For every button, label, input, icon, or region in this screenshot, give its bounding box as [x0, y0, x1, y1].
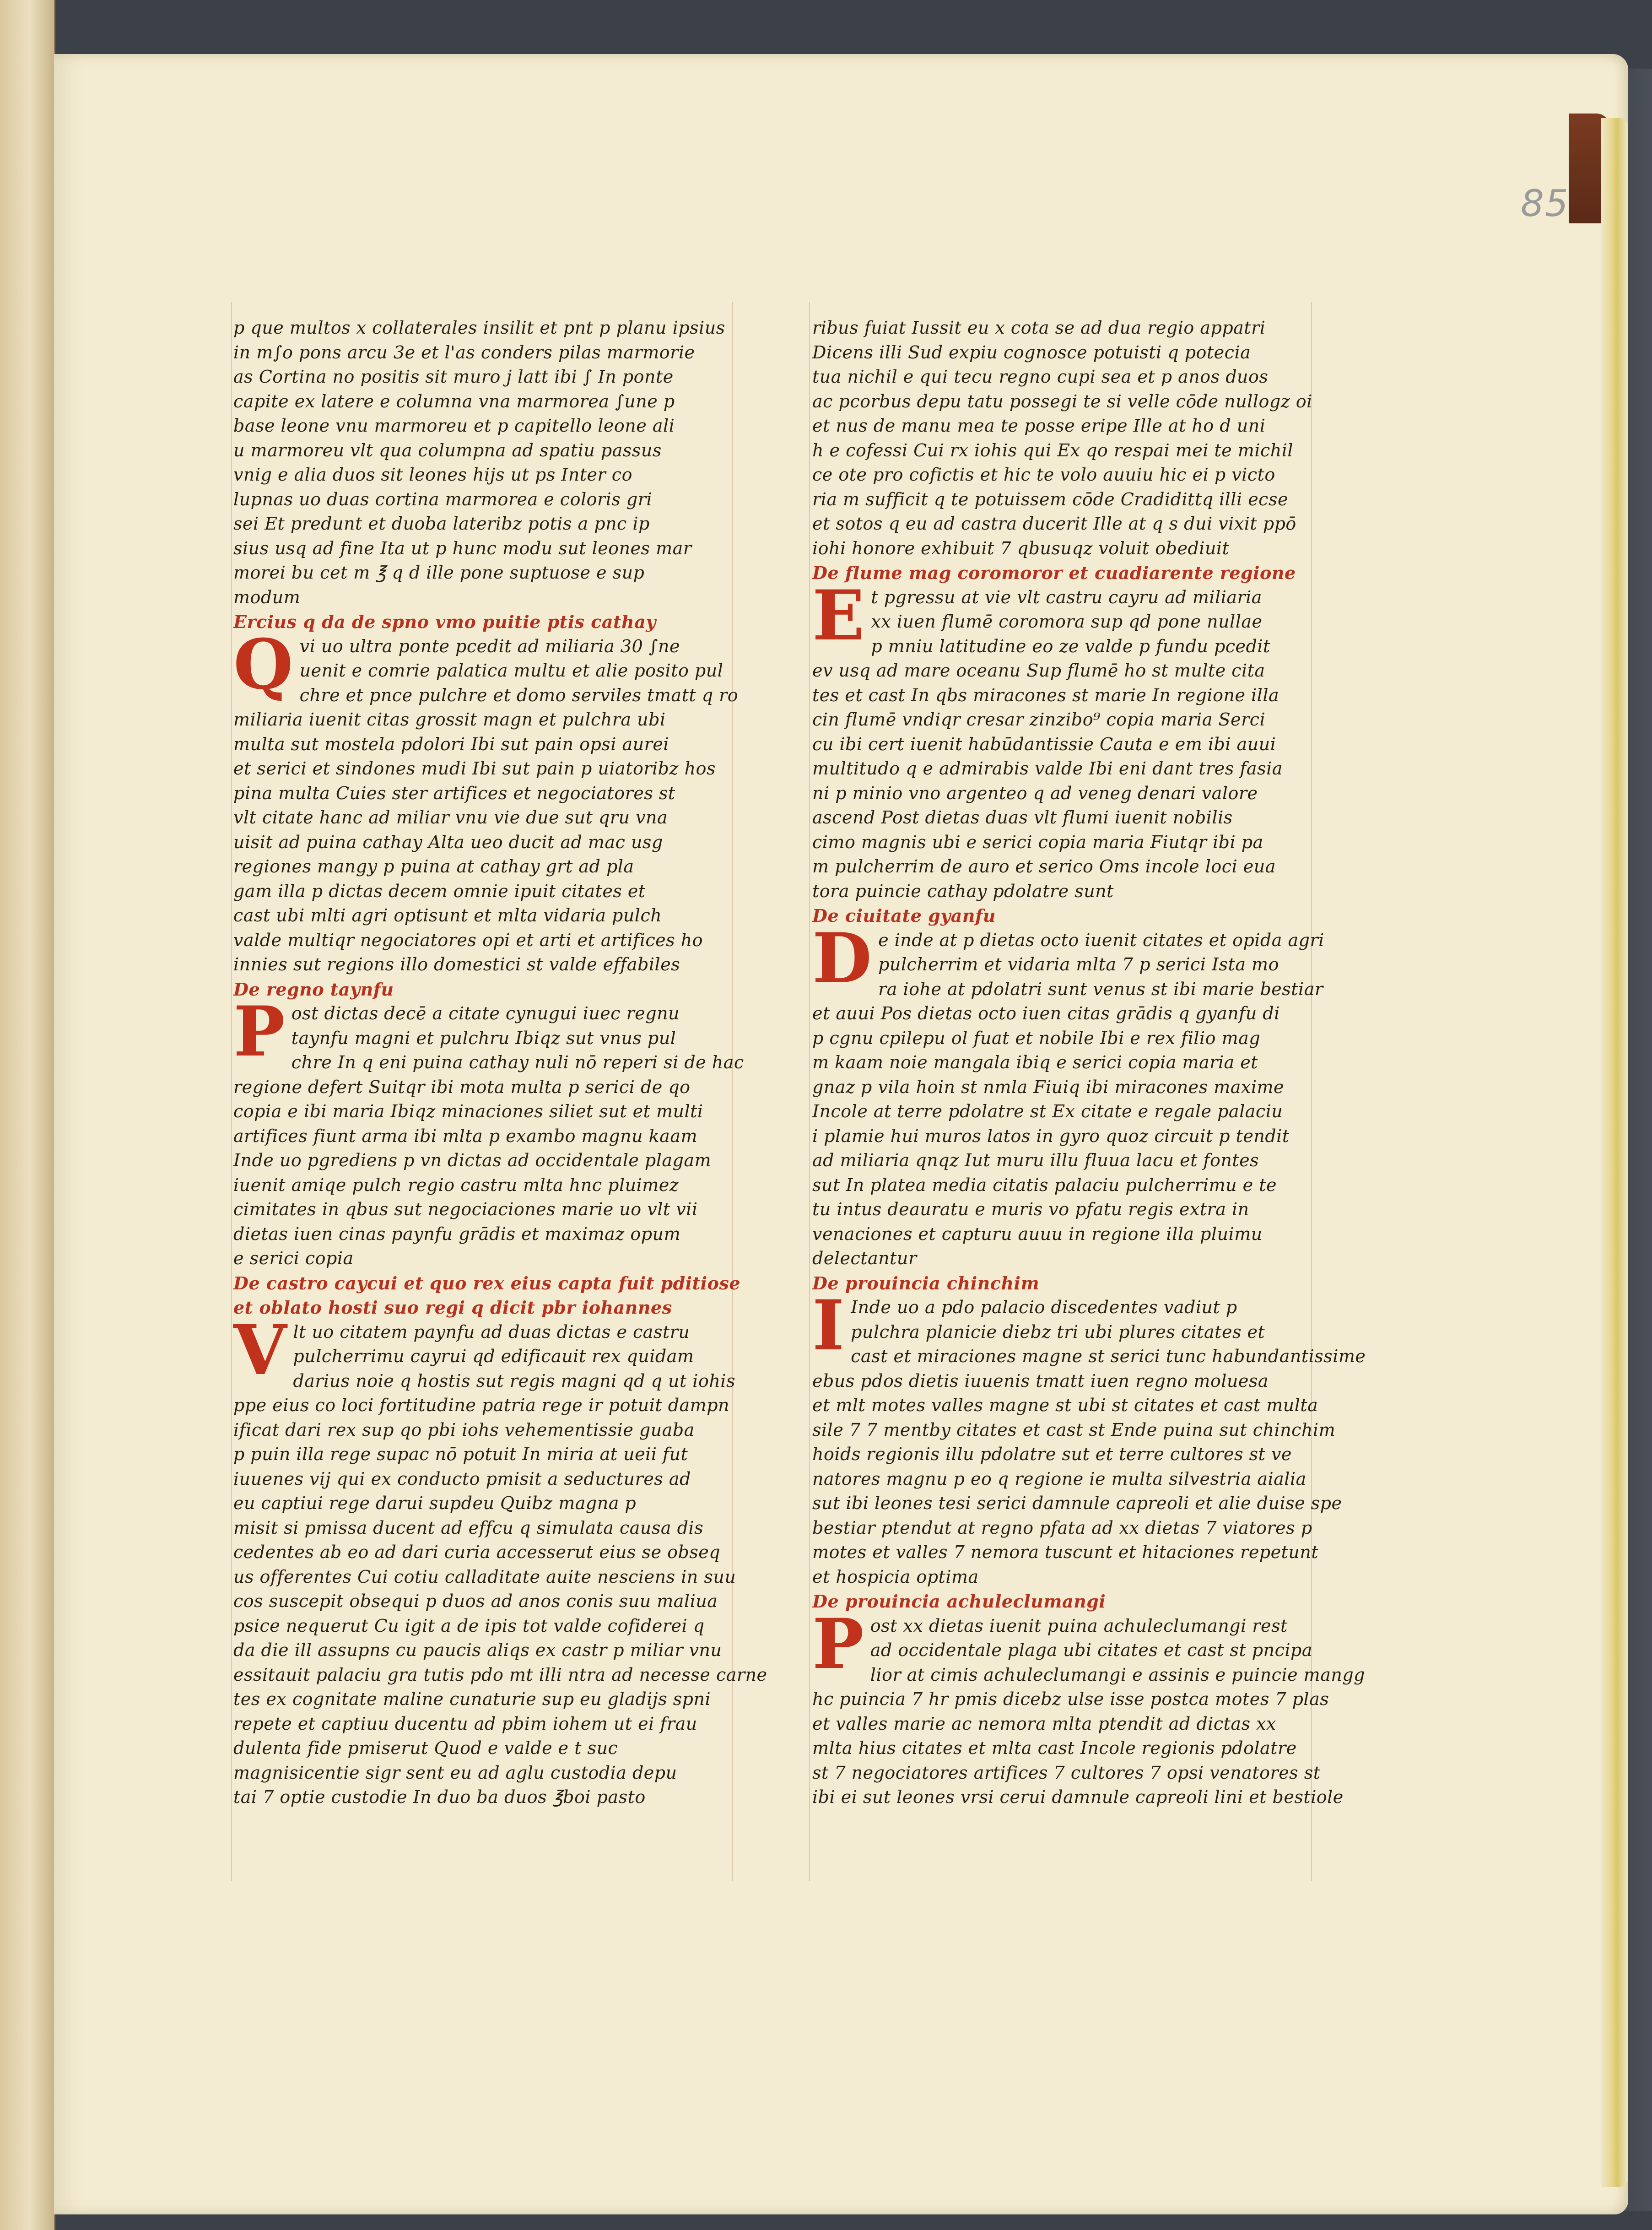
text-line: regione defert Suitqr ibi mota multa p serici de qo	[233, 1077, 691, 1097]
text-line: tua nichil e qui tecu regno cupi sea et p anos duos	[812, 367, 1269, 387]
ruling-line	[231, 302, 232, 1881]
text-line: mlta hius citates et mlta cast Incole regionis pdolatre	[812, 1738, 1297, 1758]
text-line: cos suscepit obsequi p duos ad anos conis suu maliua	[233, 1591, 718, 1611]
text-line: e inde at p dietas octo iuenit citates et opida agri	[878, 930, 1324, 950]
text-line: hc puincia 7 hr pmis dicebz ulse isse postca motes 7 plas	[812, 1689, 1329, 1709]
text-paragraph	[812, 316, 1312, 561]
text-line: i plamie hui muros latos in gyro quoz circuit p tendit	[812, 1126, 1290, 1146]
text-line: artifices fiunt arma ibi mlta p exambo magnu kaam	[233, 1126, 698, 1146]
text-line: ce ote pro cofictis et hic te volo auuiu hic ei p victo	[812, 465, 1275, 485]
rubricated-initial: P	[812, 1603, 864, 1684]
text-line: m pulcherrim de auro et serico Oms incole loci eua	[812, 856, 1276, 877]
rubric-heading	[233, 1271, 741, 1320]
text-line: p que multos x collaterales insilit et pnt p planu ipsius	[233, 318, 725, 338]
text-line: vlt citate hanc ad miliar vnu vie due sut qru vna	[233, 807, 668, 828]
text-line: h e cofessi Cui rx iohis qui Ex qo respai mei te michil	[812, 440, 1294, 460]
rubric-line: De prouincia achuleclumangi	[812, 1591, 1106, 1612]
text-line: pulcherrimu cayrui qd edificauit rex quidam	[293, 1346, 694, 1366]
rubric-line: Ercius q da de spno vmo puitie ptis cathay	[233, 612, 656, 632]
text-line: hoids regionis illu pdolatre sut et terre cultores st ve	[812, 1444, 1292, 1464]
text-line: morei bu cet m ℥ q d ille pone suptuose e sup	[233, 563, 645, 583]
text-line: darius noie q hostis sut regis magni qd q ut iohis	[293, 1370, 735, 1391]
text-line: pina multa Cuies ster artifices et negociatores st	[233, 783, 675, 803]
text-line: ppe eius co loci fortitudine patria rege ir potuit dampn	[233, 1395, 730, 1415]
text-line: ra iohe at pdolatri sunt venus st ibi marie bestiar	[878, 979, 1323, 999]
rubric-heading	[812, 1589, 1309, 1614]
text-line: et sotos q eu ad castra ducerit Ille at q s dui vixit ppō	[812, 514, 1296, 534]
text-line: taynfu magni et pulchru Ibiqz sut vnus pul	[291, 1028, 676, 1048]
text-line: lt uo citatem paynfu ad duas dictas e castru	[293, 1321, 690, 1342]
text-line: et valles marie ac nemora mlta ptendit ad dictas xx	[812, 1713, 1276, 1734]
text-paragraph	[233, 316, 730, 610]
text-line: et hospicia optima	[812, 1566, 979, 1587]
text-line: iohi honore exhibuit 7 qbusuqz voluit obediuit	[812, 538, 1230, 558]
text-paragraph	[812, 575, 1309, 904]
text-line: et serici et sindones mudi Ibi sut pain p uiatoribz hos	[233, 758, 716, 779]
rubric-line: De regno taynfu	[233, 979, 394, 1000]
text-line: u marmoreu vlt qua columpna ad spatiu passus	[233, 440, 662, 460]
text-line: uenit e comrie palatica multu et alie posito pul	[299, 660, 723, 681]
text-line: cimo magnis ubi e serici copia maria Fiutqr ibi pa	[812, 832, 1263, 852]
text-line: in m∫o pons arcu 3e et l'as conders pilas marmorie	[233, 342, 695, 363]
rubricated-initial: E	[812, 575, 865, 656]
text-line: multa sut mostela pdolori Ibi sut pain opsi aurei	[233, 734, 669, 754]
page-fore-edge	[1601, 118, 1628, 2187]
text-line: sut In platea media citatis palaciu pulcherrimu e te	[812, 1175, 1277, 1195]
text-line: tora puincie cathay pdolatre sunt	[812, 881, 1114, 901]
rubric-heading	[233, 977, 730, 1002]
text-paragraph	[233, 991, 744, 1271]
text-line: ificat dari rex sup qo pbi iohs vehementissie guaba	[233, 1419, 695, 1440]
text-line: modum	[233, 587, 301, 607]
text-line: ni p minio vno argenteo q ad veneg denari valore	[812, 783, 1258, 803]
text-line: natores magnu p eo q regione ie multa silvestria aialia	[812, 1468, 1306, 1489]
text-line: da die ill assupns cu paucis aliqs ex castr p miliar vnu	[233, 1640, 722, 1660]
text-line: ibi ei sut leones vrsi cerui damnule capreoli lini et bestiole	[812, 1787, 1344, 1807]
text-line: regiones mangy p puina at cathay grt ad pla	[233, 856, 634, 877]
rubric-line: De ciuitate gyanfu	[812, 905, 996, 926]
rubric-heading	[233, 610, 730, 634]
rubric-line: De castro caycui et quo rex eius capta fuit pditiose	[233, 1272, 741, 1294]
text-line: sius usq ad fine Ita ut p hunc modu sut leones mar	[233, 538, 692, 558]
text-line: gam illa p dictas decem omnie ipuit citates et	[233, 881, 646, 901]
text-line: et nus de manu mea te posse eripe Ille at ho d uni	[812, 416, 1266, 436]
text-line: bestiar ptendut at regno pfata ad xx dietas 7 viatores p	[812, 1517, 1312, 1538]
rubric-line: et oblato hosti suo regi q dicit pbr iohannes	[233, 1297, 672, 1318]
text-line: ribus fuiat Iussit eu x cota se ad dua regio appatri	[812, 318, 1266, 338]
text-line: misit si pmissa ducent ad effcu q simulata causa dis	[233, 1517, 704, 1538]
text-line: valde multiqr negociatores opi et arti et artifices ho	[233, 930, 703, 950]
text-line: tai 7 optie custodie In duo ba duos ℥boi pasto	[233, 1787, 646, 1807]
text-line: ac pcorbus depu tatu possegi te si velle cōde nullogz oi	[812, 391, 1312, 411]
text-line: vi uo ultra ponte pcedit ad miliaria 30 ∫ne	[299, 636, 680, 656]
text-line: p puin illa rege supac nō potuit In miria at ueii fut	[233, 1444, 688, 1464]
rubricated-initial: Q	[233, 624, 293, 705]
rubric-line: De flume mag coromoror et cuadiarente regione	[812, 563, 1296, 583]
text-line: cast ubi mlti agri optisunt et mlta vidaria pulch	[233, 905, 662, 926]
rubricated-initial: I	[812, 1285, 845, 1366]
text-line: tu intus deauratu e muris vo pfatu regis extra in	[812, 1199, 1249, 1219]
text-line: dietas iuen cinas paynfu grādis et maximaz opum	[233, 1223, 681, 1244]
text-line: delectantur	[812, 1248, 917, 1268]
rubricated-initial: P	[233, 991, 285, 1072]
rubric-line: De prouincia chinchim	[812, 1272, 1040, 1294]
text-column-left	[233, 316, 767, 1810]
text-line: ebus pdos dietis iuuenis tmatt iuen regno moluesa	[812, 1370, 1269, 1391]
text-line: psice nequerut Cu igit a de ipis tot valde cofiderei q	[233, 1615, 705, 1636]
text-line: tes ex cognitate maline cunaturie sup eu gladijs spni	[233, 1689, 711, 1709]
text-paragraph	[812, 918, 1324, 1271]
text-line: capite ex latere e columna vna marmorea ∫une p	[233, 391, 675, 411]
text-line: cast et miraciones magne st serici tunc habundantissime	[851, 1346, 1366, 1366]
rubricated-initial: D	[812, 918, 872, 999]
text-paragraph	[812, 1285, 1366, 1589]
facing-page-edge	[0, 0, 55, 2230]
text-line: tes et cast In qbs miracones st marie In regione illa	[812, 685, 1279, 705]
text-line: us offerentes Cui cotiu calladitate auite nesciens in suu	[233, 1566, 736, 1587]
text-line: ria m sufficit q te potuissem cōde Cradidittq illi ecse	[812, 489, 1288, 509]
text-line: sei Et predunt et duoba lateribz potis a pnc ip	[233, 514, 650, 534]
text-line: as Cortina no positis sit muro j latt ibi ∫ In ponte	[233, 367, 674, 387]
text-line: ost dictas decē a citate cynugui iuec regnu	[291, 1003, 680, 1023]
text-line: iuenit amiqe pulch regio castru mlta hnc pluimez	[233, 1175, 679, 1195]
text-line: lupnas uo duas cortina marmorea e coloris gri	[233, 489, 653, 509]
text-line: pulchra planicie diebz tri ubi plures citates et	[851, 1321, 1265, 1342]
text-line: e serici copia	[233, 1248, 354, 1268]
text-line: t pgressu at vie vlt castru cayru ad miliaria	[871, 587, 1262, 607]
text-line: motes et valles 7 nemora tuscunt et hitaciones repetunt	[812, 1542, 1319, 1562]
text-line: repete et captiuu ducentu ad pbim iohem ut ei frau	[233, 1713, 697, 1734]
text-line: vnig e alia duos sit leones hijs ut ps Inter co	[233, 465, 632, 485]
text-line: ad miliaria qnqz Iut muru illu fluua lacu et fontes	[812, 1150, 1259, 1170]
text-line: eu captiui rege darui supdeu Quibz magna p	[233, 1493, 637, 1513]
text-paragraph	[233, 1310, 767, 1810]
text-line: cimitates in qbus sut negociaciones marie uo vlt vii	[233, 1199, 698, 1219]
text-line: et auui Pos dietas octo iuen citas grādis q gyanfu di	[812, 1003, 1280, 1023]
text-line: chre In q eni puina cathay nuli nō reperi si de hac	[291, 1052, 744, 1072]
text-line: venaciones et capturu auuu in regione illa pluimu	[812, 1223, 1263, 1244]
text-line: miliaria iuenit citas grossit magn et pulchra ubi	[233, 709, 666, 730]
text-column-right	[812, 316, 1366, 1810]
text-line: lior at cimis achuleclumangi e assinis e puincie mangg	[870, 1664, 1365, 1685]
text-line: iuuenes vij qui ex conducto pmisit a seductures ad	[233, 1468, 691, 1489]
text-line: st 7 negociatores artifices 7 cultores 7 opsi venatores st	[812, 1762, 1321, 1783]
text-line: ad occidentale plaga ubi citates et cast st pncipa	[870, 1640, 1313, 1660]
text-line: m kaam noie mangala ibiq e serici copia maria et	[812, 1052, 1258, 1072]
text-line: copia e ibi maria Ibiqz minaciones siliet sut et multi	[233, 1101, 703, 1121]
text-line: sile 7 7 mentby citates et cast st Ende puina sut chinchim	[812, 1419, 1336, 1440]
text-line: p mniu latitudine eo ze valde p fundu pcedit	[871, 636, 1270, 656]
text-line: base leone vnu marmoreu et p capitello leone ali	[233, 416, 675, 436]
text-line: Incole at terre pdolatre st Ex citate e regale palaciu	[812, 1101, 1283, 1121]
text-line: ev usq ad mare oceanu Sup flumē ho st multe cita	[812, 660, 1265, 681]
text-line: et mlt motes valles magne st ubi st citates et cast multa	[812, 1395, 1318, 1415]
text-line: chre et pnce pulchre et domo serviles tmatt q ro	[299, 685, 739, 705]
text-line: Inde uo a pdo palacio discedentes vadiut p	[851, 1297, 1237, 1317]
text-paragraph	[233, 624, 739, 977]
text-line: cedentes ab eo ad dari curia accesserut eius se obseq	[233, 1542, 721, 1562]
text-line: Inde uo pgrediens p vn dictas ad occidentale plagam	[233, 1150, 712, 1170]
ruling-line	[732, 302, 733, 1881]
text-paragraph	[812, 1603, 1365, 1810]
text-line: ascend Post dietas duas vlt flumi iuenit nobilis	[812, 807, 1233, 828]
text-line: magnisicentie sigr sent eu ad aglu custodia depu	[233, 1762, 677, 1783]
text-line: ost xx dietas iuenit puina achuleclumangi rest	[870, 1615, 1288, 1636]
text-line: innies sut regions illo domestici st valde effabiles	[233, 954, 680, 974]
folio-number: 85	[1521, 182, 1569, 225]
text-line: multitudo q e admirabis valde Ibi eni dant tres fasia	[812, 758, 1283, 779]
text-line: uisit ad puina cathay Alta ueo ducit ad mac usg	[233, 832, 663, 852]
rubric-heading	[812, 1271, 1309, 1296]
text-line: sut ibi leones tesi serici damnule capreoli et alie duise spe	[812, 1493, 1342, 1513]
text-line: p cgnu cpilepu ol fuat et nobile Ibi e rex filio mag	[812, 1028, 1261, 1048]
text-line: cu ibi cert iuenit habūdantissie Cauta e em ibi auui	[812, 734, 1276, 754]
ruling-line	[809, 302, 810, 1881]
rubric-heading	[812, 561, 1309, 585]
text-line: Dicens illi Sud expiu cognosce potuisti q potecia	[812, 342, 1251, 363]
rubric-heading	[812, 904, 1309, 928]
text-line: xx iuen flumē coromora sup qd pone nullae	[871, 612, 1263, 632]
text-line: cin flumē vndiqr cresar zinzibo⁹ copia maria Serci	[812, 709, 1266, 730]
text-line: essitauit palaciu gra tutis pdo mt illi ntra ad necesse carne	[233, 1664, 767, 1685]
text-line: gnaz p vila hoin st nmla Fiuiq ibi miracones maxime	[812, 1077, 1285, 1097]
rubricated-initial: V	[233, 1310, 287, 1391]
text-line: dulenta fide pmiserut Quod e valde e t suc	[233, 1738, 618, 1758]
text-line: pulcherrim et vidaria mlta 7 p serici Ista mo	[878, 954, 1279, 974]
